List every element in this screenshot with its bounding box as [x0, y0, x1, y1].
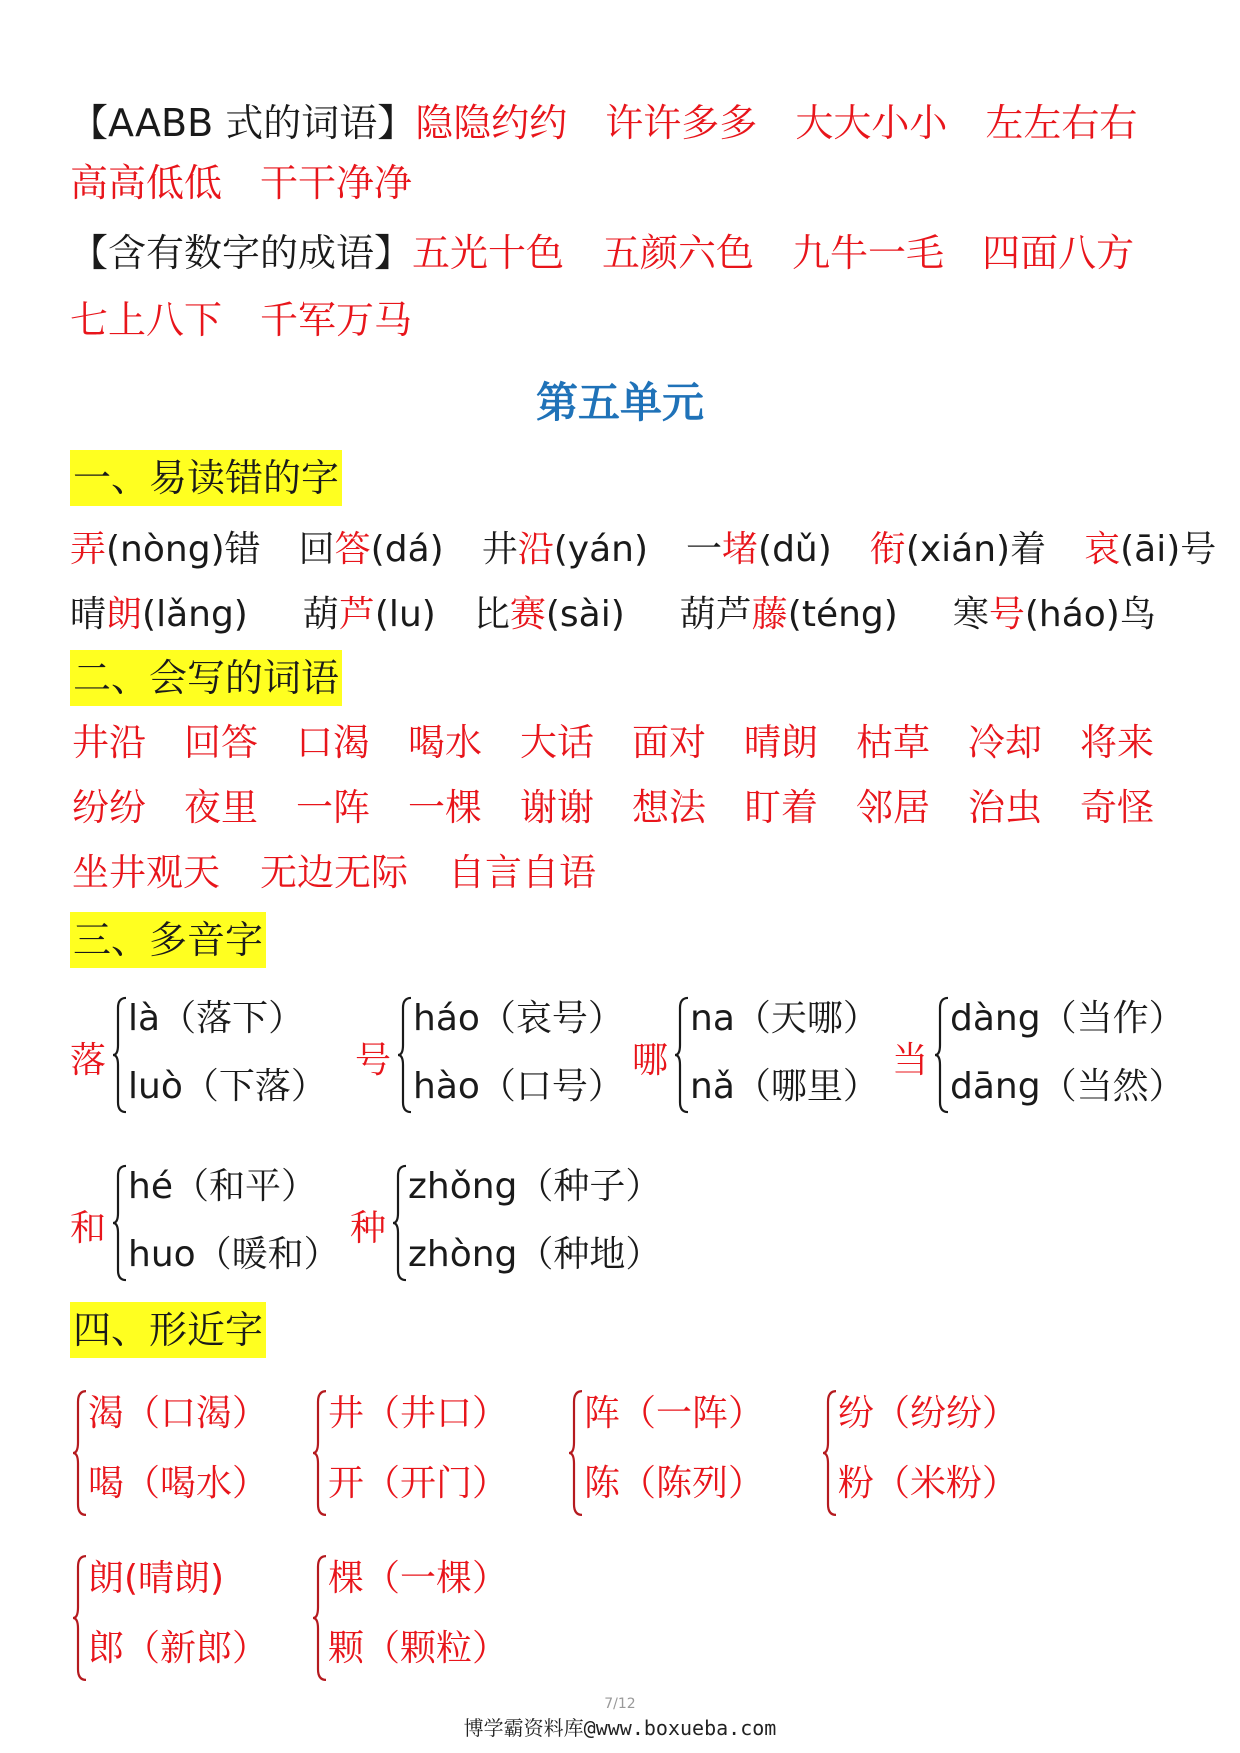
misread-item: 回答(dá)	[298, 529, 444, 570]
brace-icon	[312, 1389, 328, 1517]
similar-group	[568, 1385, 778, 1520]
similar-group	[822, 1385, 1032, 1520]
brace-icon	[822, 1389, 838, 1517]
similar-char: 郎（新郎）	[88, 1628, 269, 1669]
aabb-word: 干干净净	[260, 161, 413, 205]
writing-word: 晴朗	[744, 721, 818, 764]
similar-char: 开（开门）	[328, 1463, 509, 1504]
writing-word: 坐井观天	[72, 851, 220, 894]
misread-item: 井沿(yán)	[481, 529, 648, 570]
writing-word: 面对	[632, 721, 706, 764]
brace-icon	[72, 1389, 88, 1517]
writing-word: 想法	[632, 786, 706, 829]
section-heading-polyphones: 三、多音字	[70, 912, 266, 968]
polyphone-group	[70, 990, 330, 1120]
brace-icon	[397, 996, 413, 1114]
aabb-line-1	[70, 98, 1137, 148]
brace-icon	[312, 1554, 328, 1682]
polyphone-reading: hé（和平）	[128, 1166, 317, 1207]
polyphone-reading: là（落下）	[128, 998, 305, 1039]
writing-word: 冷却	[968, 721, 1042, 764]
similar-group	[72, 1550, 282, 1685]
polyphone-char: 哪	[632, 1040, 669, 1081]
writing-word: 枯草	[856, 721, 930, 764]
polyphone-group	[355, 990, 624, 1120]
similar-char: 渴（口渴）	[88, 1393, 269, 1434]
misread-line-1	[70, 525, 1216, 575]
polyphone-char: 当	[892, 1040, 929, 1081]
writing-word: 自言自语	[448, 851, 596, 894]
polyphone-group	[350, 1158, 670, 1288]
polyphone-group	[892, 990, 1192, 1120]
polyphone-reading: luò（下落）	[128, 1066, 327, 1107]
aabb-line-2	[70, 158, 412, 208]
misread-item: 比赛(sài)	[473, 594, 625, 635]
writing-word: 一阵	[296, 786, 370, 829]
polyphone-group	[70, 1158, 350, 1288]
polyphone-reading: na（天哪）	[690, 998, 879, 1039]
misread-item: 寒号(háo)鸟	[952, 594, 1156, 635]
page-number: 7/12	[604, 1696, 636, 1712]
polyphone-reading: huo（暖和）	[128, 1234, 340, 1275]
footer-watermark: 博学霸资料库@www.boxueba.com	[463, 1716, 777, 1740]
misread-item: 葫芦藤(téng)	[679, 594, 898, 635]
similar-group	[312, 1550, 522, 1685]
misread-item: 哀(āi)号	[1084, 529, 1217, 570]
similar-char: 棵（一棵）	[328, 1558, 509, 1599]
similar-char: 阵（一阵）	[584, 1393, 765, 1434]
aabb-word: 左左右右	[985, 101, 1138, 145]
polyphone-reading: zhǒng（种子）	[408, 1166, 662, 1207]
misread-item: 晴朗(lǎng)	[70, 594, 248, 635]
writing-word: 纷纷	[72, 786, 146, 829]
polyphone-reading: háo（哀号）	[413, 998, 624, 1039]
writing-word: 邻居	[856, 786, 930, 829]
writing-word: 谢谢	[520, 786, 594, 829]
brace-icon	[112, 996, 128, 1114]
writing-word: 回答	[184, 721, 258, 764]
unit-title: 第五单元	[535, 378, 704, 427]
polyphone-char: 号	[355, 1040, 392, 1081]
polyphone-reading: dāng（当然）	[950, 1066, 1185, 1107]
writing-word: 喝水	[408, 721, 482, 764]
writing-word: 夜里	[184, 786, 258, 829]
misread-item: 一堵(dǔ)	[686, 529, 832, 570]
idiom-word: 五光十色	[412, 231, 565, 275]
section-heading-similar: 四、形近字	[70, 1302, 266, 1358]
aabb-label: 【AABB 式的词语】	[70, 101, 416, 145]
brace-icon	[392, 1164, 408, 1282]
similar-char: 喝（喝水）	[88, 1463, 269, 1504]
misread-item: 衔(xián)着	[869, 529, 1047, 570]
misread-item: 弄(nòng)错	[70, 529, 261, 570]
similar-group	[72, 1385, 282, 1520]
polyphone-char: 种	[350, 1208, 387, 1249]
polyphone-char: 和	[70, 1208, 107, 1249]
polyphone-reading: nǎ（哪里）	[690, 1066, 879, 1107]
writing-word: 大话	[520, 721, 594, 764]
writing-word: 治虫	[968, 786, 1042, 829]
writing-word: 口渴	[296, 721, 370, 764]
writing-word: 奇怪	[1080, 786, 1154, 829]
polyphone-reading: dàng（当作）	[950, 998, 1185, 1039]
similar-char: 颗（颗粒）	[328, 1628, 509, 1669]
section-heading-misread: 一、易读错的字	[70, 450, 342, 506]
writing-word: 盯着	[744, 786, 818, 829]
writing-word: 一棵	[408, 786, 482, 829]
writing-word: 井沿	[72, 721, 146, 764]
similar-char: 井（井口）	[328, 1393, 509, 1434]
similar-char: 朗(晴朗)	[88, 1558, 225, 1599]
similar-char: 纷（纷纷）	[838, 1393, 1019, 1434]
brace-icon	[934, 996, 950, 1114]
similar-char: 粉（米粉）	[838, 1463, 1019, 1504]
idioms-line-2	[70, 295, 412, 345]
idiom-word: 四面八方	[982, 231, 1135, 275]
brace-icon	[674, 996, 690, 1114]
idiom-word: 七上八下	[70, 298, 223, 342]
aabb-word: 隐隐约约	[415, 101, 568, 145]
idiom-word: 千军万马	[260, 298, 413, 342]
polyphone-reading: zhòng（种地）	[408, 1234, 662, 1275]
polyphone-char: 落	[70, 1040, 107, 1081]
similar-group	[312, 1385, 522, 1520]
idioms-line-1	[70, 228, 1134, 278]
polyphone-group	[632, 990, 879, 1120]
aabb-word: 许许多多	[605, 101, 758, 145]
brace-icon	[72, 1554, 88, 1682]
polyphone-reading: hào（口号）	[413, 1066, 624, 1107]
writing-word: 将来	[1080, 721, 1154, 764]
brace-icon	[568, 1389, 584, 1517]
idiom-word: 五颜六色	[602, 231, 755, 275]
aabb-word: 高高低低	[70, 161, 223, 205]
aabb-word: 大大小小	[795, 101, 948, 145]
idiom-word: 九牛一毛	[792, 231, 945, 275]
misread-line-2	[70, 590, 1156, 640]
section-heading-writing: 二、会写的词语	[70, 650, 342, 706]
similar-char: 陈（陈列）	[584, 1463, 765, 1504]
idioms-label: 【含有数字的成语】	[70, 231, 413, 275]
brace-icon	[112, 1164, 128, 1282]
writing-word: 无边无际	[260, 851, 408, 894]
misread-item: 葫芦(lu)	[302, 594, 436, 635]
